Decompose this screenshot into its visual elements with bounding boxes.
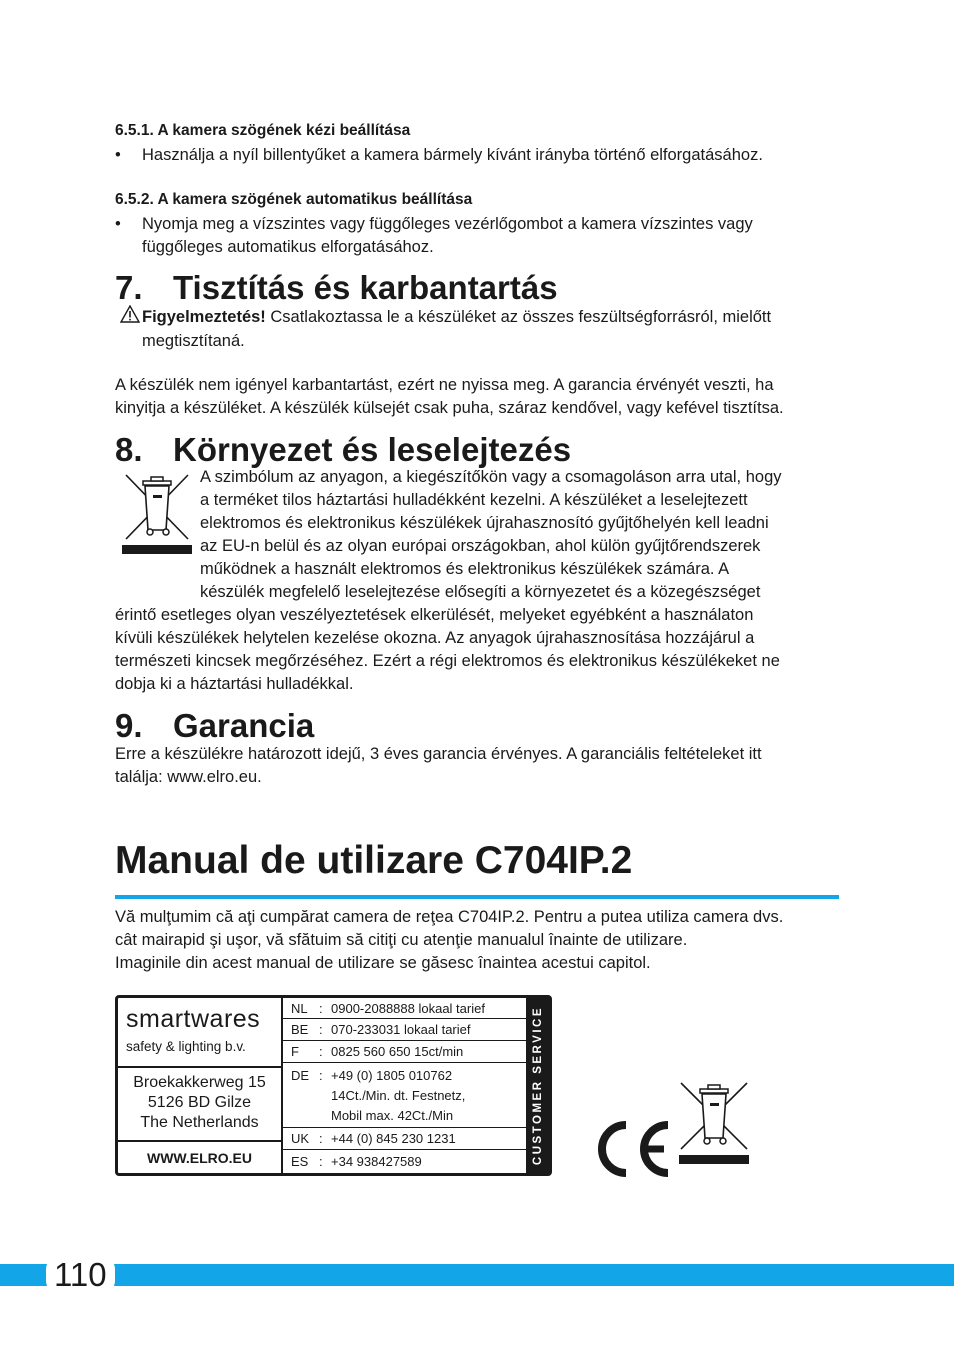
bullet-line: függőleges automatikus elforgatásához. [142, 238, 434, 256]
country-code: UK [291, 1131, 310, 1146]
section-number: 8. [115, 431, 143, 468]
phone-row-nl [283, 998, 526, 1019]
ce-mark-icon [590, 1120, 672, 1183]
address-line: Broekakkerweg 15 [133, 1074, 266, 1091]
paragraph-line: az EU-n belül és az olyan európai országokban, ahol külön gyűjtőrendszerek [200, 537, 761, 555]
manual-title: Manual de utilizare C704IP.2 [115, 839, 633, 882]
warning-label: Figyelmeztetés! [142, 308, 266, 326]
bullet-line: Nyomja meg a vízszintes vagy függőleges vezérlőgombot a kamera vízszintes vagy [142, 215, 753, 233]
weee-bin-icon [122, 473, 192, 562]
section-heading-8 [115, 430, 571, 470]
phone-number: +34 938427589 [331, 1154, 422, 1169]
paragraph-line: találja: www.elro.eu. [115, 768, 262, 786]
country-code: BE [291, 1022, 309, 1037]
paragraph-line: kívüli készülékek helytelen kezelése okozna. Az anyagok újrahasznosítása hozzájárul a [115, 629, 755, 647]
country-code: NL [291, 1000, 308, 1016]
page-number-box [46, 1258, 115, 1292]
phone-row-f [283, 1041, 526, 1063]
address-block [118, 1068, 281, 1142]
colon: : [319, 1022, 323, 1037]
phone-number: 0825 560 650 15ct/min [331, 1044, 464, 1059]
warning-block [120, 305, 845, 353]
weee-bin-icon [679, 1081, 749, 1170]
subsection-title-652: 6.5.2. A kamera szögének automatikus beállítása [115, 191, 473, 208]
paragraph-line: működnek a használt elektromos és elektronikus készülékek számára. A [200, 560, 730, 578]
phone-number: 070-233031 lokaal tarief [331, 1022, 471, 1037]
intro-paragraph [115, 906, 845, 975]
paragraph-line: A készülék nem igényel karbantartást, ezért ne nyissa meg. A garancia érvényét veszti, ha [115, 376, 774, 394]
footer-bar [0, 1264, 954, 1286]
country-code: ES [291, 1154, 309, 1169]
paragraph-line: érintő esetleges olyan veszélyeztetések elkerülését, melyeket egyébként a használaton [115, 606, 754, 624]
paragraph-line: Imaginile din acest manual de utilizare se găsesc înaintea acestui capitol. [115, 954, 651, 972]
colon: : [319, 1068, 323, 1083]
paragraph-line: Vă mulţumim că aţi cumpărat camera de reţea C704IP.2. Pentru a putea utiliza camera dvs. [115, 908, 784, 926]
section-heading-7 [115, 268, 558, 308]
paragraph-line: a terméket tilos háztartási hulladékként kezelni. A készüléket a leselejtezett [200, 491, 748, 509]
customer-service-label [526, 998, 549, 1173]
colon: : [319, 1044, 323, 1059]
bullet-text: Használja a nyíl billentyűket a kamera bármely kívánt irányba történő elforgatásához. [142, 146, 763, 164]
bullet-dot: • [115, 215, 121, 233]
bullet-dot: • [115, 146, 121, 164]
paragraph-line: készülék megfelelő leselejtezése elősegíti a környezetet és a közegészséget [200, 583, 761, 601]
phone-line: +49 (0) 1805 010762 [331, 1068, 453, 1083]
subsection-title-651: 6.5.1. A kamera szögének kézi beállítása [115, 122, 411, 139]
phone-line: Mobil max. 42Ct./Min [331, 1108, 454, 1123]
paragraph [115, 604, 845, 696]
phone-number: 0900-2088888 lokaal tarief [331, 1000, 485, 1016]
paragraph-line: kinyitja a készüléket. A készülék külsejét csak puha, száraz kendővel, vagy kefével tisztítsa. [115, 399, 784, 417]
phone-table [283, 998, 526, 1173]
country-code: F [291, 1044, 299, 1059]
section-heading-9 [115, 706, 314, 746]
bullet-item [115, 213, 845, 259]
paragraph-line: dobja ki a háztartási hulladékkal. [115, 675, 354, 693]
phone-row-de [283, 1063, 526, 1128]
phone-number [331, 1066, 465, 1126]
bullet-item [115, 144, 845, 167]
warning-text: megtisztítaná. [142, 332, 245, 350]
phone-row-uk [283, 1128, 526, 1150]
brand-name: smartwares [126, 1005, 261, 1033]
paragraph-line: Erre a készülékre határozott idejű, 3 éves garancia érvényes. A garanciális feltételeket itt [115, 745, 762, 763]
section-number: 7. [115, 269, 143, 306]
section-title: Garancia [173, 707, 315, 744]
colon: : [319, 1000, 323, 1016]
page-number: 110 [54, 1256, 107, 1293]
bullet-text [142, 213, 753, 259]
phone-number: +44 (0) 845 230 1231 [331, 1131, 456, 1146]
paragraph-line: A szimbólum az anyagon, a kiegészítőkön vagy a csomagoláson arra utal, hogy [200, 468, 782, 486]
colon: : [319, 1131, 323, 1146]
colon: : [319, 1154, 323, 1169]
section-title: Tisztítás és karbantartás [173, 269, 558, 306]
paragraph-line: elektromos és elektronikus készülékek újrahasznosító gyűjtőhelyén kell leadni [200, 514, 769, 532]
phone-row-es [283, 1150, 526, 1173]
website-link[interactable]: WWW.ELRO.EU [147, 1149, 252, 1166]
company-info [118, 998, 283, 1173]
warning-icon [120, 305, 142, 330]
address-line: 5126 BD Gilze [147, 1094, 252, 1111]
paragraph [200, 466, 845, 604]
customer-service-text: CUSTOMER SERVICE [531, 1005, 544, 1166]
brand-block [118, 998, 281, 1068]
section-title: Környezet és leselejtezés [173, 431, 572, 468]
section-number: 9. [115, 707, 143, 744]
phone-line: 14Ct./Min. dt. Festnetz, [331, 1088, 466, 1103]
phone-row-be [283, 1019, 526, 1041]
address-line: The Netherlands [140, 1114, 259, 1131]
paragraph-line: cât mairapid şi uşor, vă sfătuim să citiţi cu atenţie manualul înainte de utilizare. [115, 931, 688, 949]
brand-subtitle: safety & lighting b.v. [126, 1039, 246, 1054]
warning-text: Csatlakoztassa le a készüléket az összes feszültségforrásról, mielőtt [265, 308, 772, 326]
contact-card [115, 995, 552, 1176]
paragraph [115, 743, 845, 789]
country-code: DE [291, 1068, 310, 1083]
title-underline [115, 895, 839, 899]
paragraph-line: természeti kincsek megőrzéséhez. Ezért a régi elektromos és elektronikus készülékeket ne [115, 652, 780, 670]
paragraph [115, 374, 845, 420]
